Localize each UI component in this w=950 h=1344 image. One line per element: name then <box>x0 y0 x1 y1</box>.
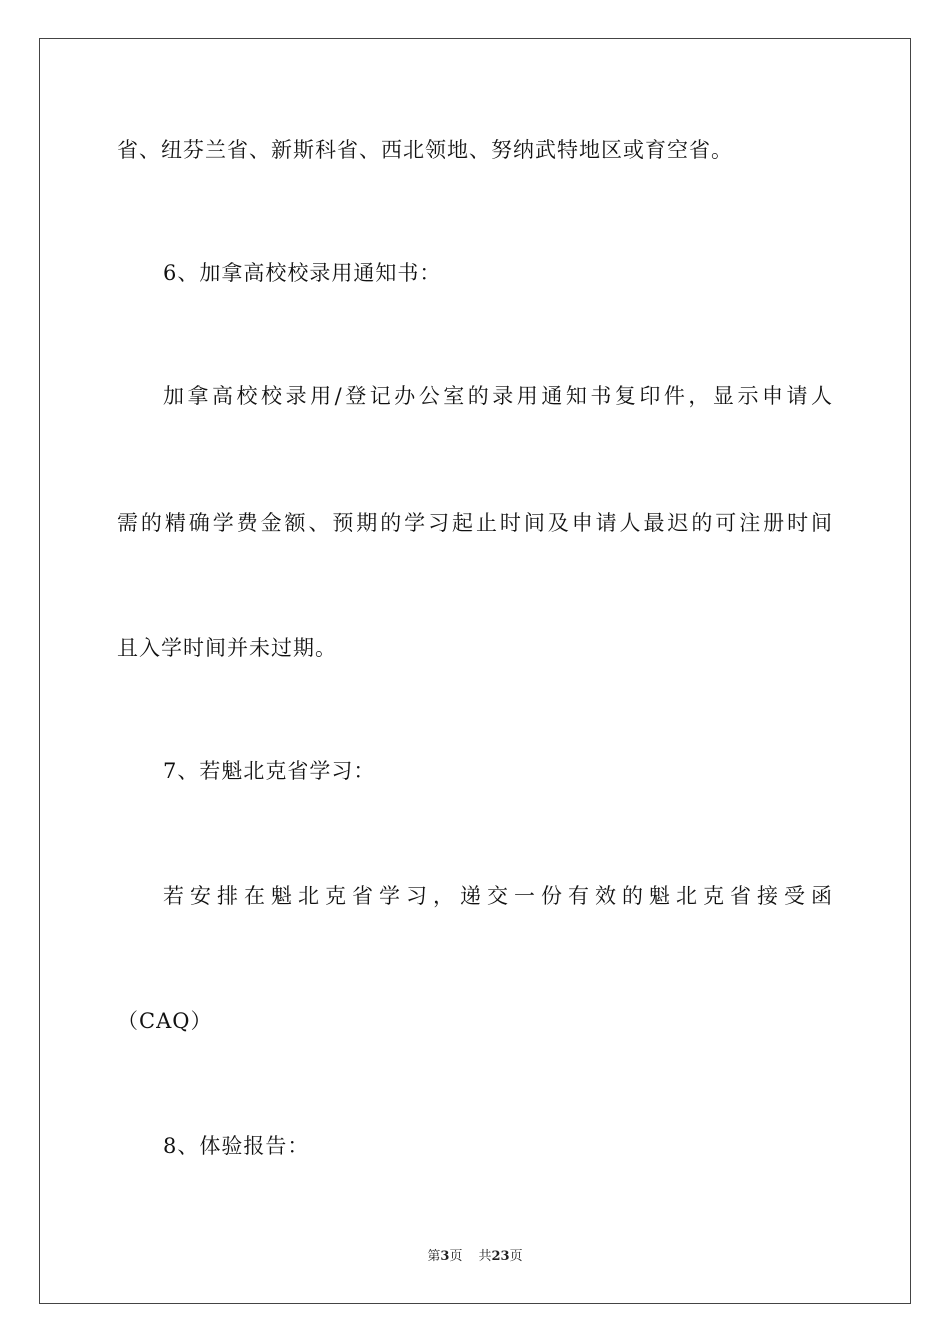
footer-page-prefix: 第 <box>427 1249 441 1264</box>
paragraph-caq-line-1: 若安排在魁北克省学习，递交一份有效的魁北克省接受函 <box>163 884 833 908</box>
heading-item-7: 7、若魁北克省学习： <box>163 759 376 783</box>
footer-page-number: 3 <box>440 1249 450 1264</box>
paragraph-line-2: 需的精确学费金额、预期的学习起止时间及申请人最迟的可注册时间 <box>117 511 833 535</box>
page-border <box>39 38 911 1304</box>
page-footer <box>0 1248 950 1266</box>
footer-total-prefix: 共 <box>478 1249 492 1264</box>
paragraph-line-3: 且入学时间并未过期。 <box>117 636 337 660</box>
footer-total-suffix: 页 <box>509 1249 523 1264</box>
footer-total-pages: 23 <box>491 1249 510 1264</box>
heading-item-6: 6、加拿高校校录用通知书： <box>163 261 442 285</box>
heading-item-8: 8、体验报告： <box>163 1134 310 1158</box>
paragraph-line-1: 加拿高校校录用/登记办公室的录用通知书复印件，显示申请人 <box>163 384 833 408</box>
paragraph-caq-line-2: （CAQ） <box>117 1009 213 1033</box>
footer-page-suffix: 页 <box>449 1249 463 1264</box>
text-line-provinces: 省、纽芬兰省、新斯科省、西北领地、努纳武特地区或育空省。 <box>117 138 733 162</box>
